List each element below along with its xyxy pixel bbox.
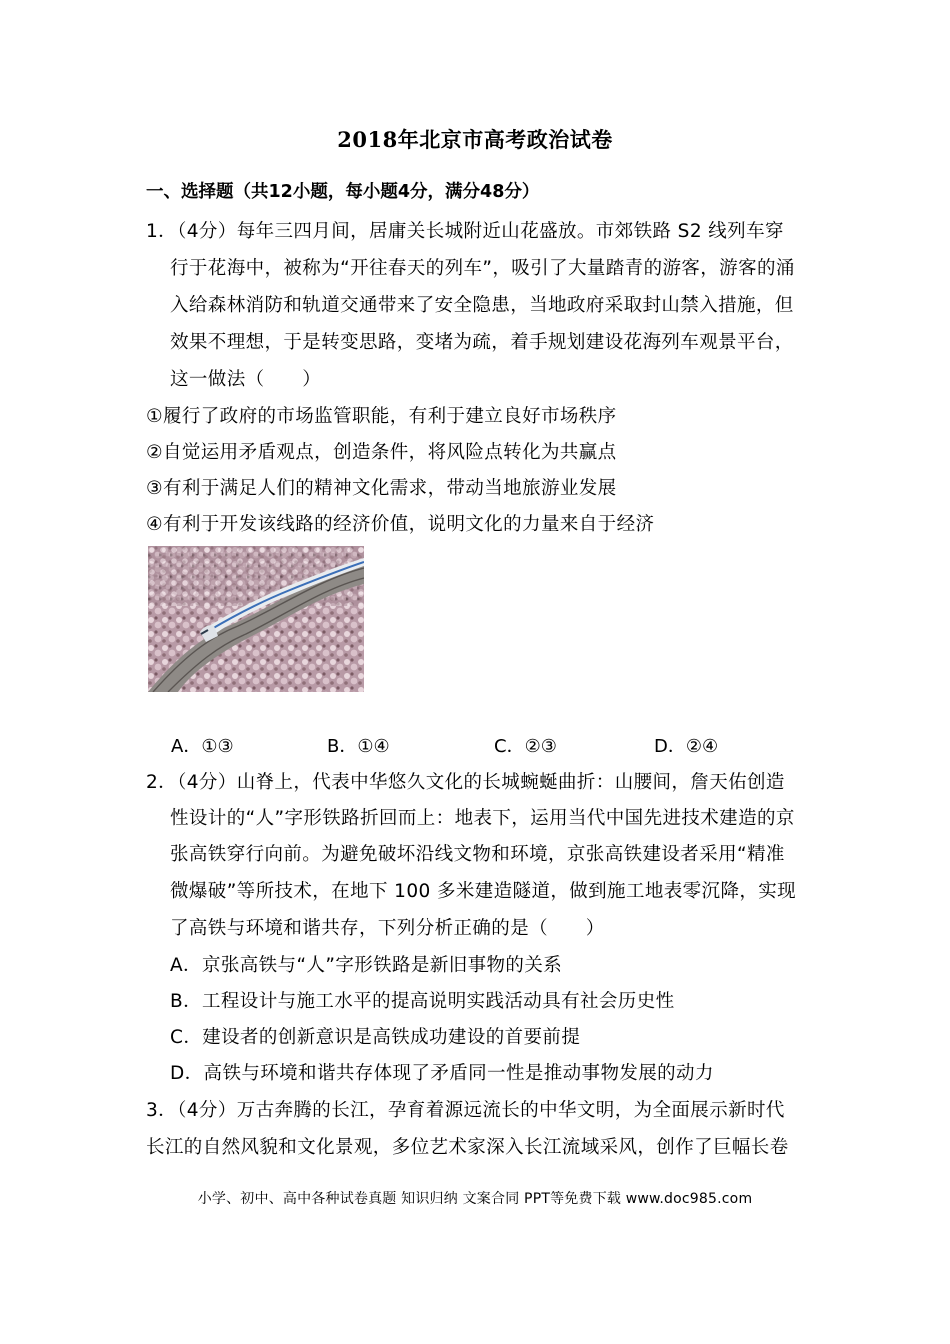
train-photo xyxy=(148,546,364,692)
q1-statement-4: ④有利于开发该线路的经济价值，说明文化的力量来自于经济 xyxy=(146,514,655,535)
page-title: 2018年北京市高考政治试卷 xyxy=(337,127,613,152)
q3-line-1: 3．（4分）万古奔腾的长江，孕育着源远流长的中华文明，为全面展示新时代 xyxy=(146,1100,785,1121)
q1-line-2: 行于花海中，被称为“开往春天的列车”，吸引了大量踏青的游客，游客的涌 xyxy=(170,258,795,279)
q2-line-3: 张高铁穿行向前。为避免破坏沿线文物和环境，京张高铁建设者采用“精准 xyxy=(170,844,785,865)
q3-line-2: 长江的自然风貌和文化景观，多位艺术家深入长江流域采风，创作了巨幅长卷 xyxy=(146,1137,789,1158)
q2-option-b: B．工程设计与施工水平的提高说明实践活动具有社会历史性 xyxy=(170,991,675,1012)
q2-line-2: 性设计的“人”字形铁路折回而上：地表下，运用当代中国先进技术建造的京 xyxy=(170,808,795,829)
q1-statement-1: ①履行了政府的市场监管职能，有利于建立良好市场秩序 xyxy=(146,406,617,427)
q2-line-1: 2．（4分）山脊上，代表中华悠久文化的长城蜿蜒曲折：山腰间，詹天佑创造 xyxy=(146,772,785,793)
q1-option-c: C．②③ xyxy=(494,736,557,757)
q2-option-a: A．京张高铁与“人”字形铁路是新旧事物的关系 xyxy=(170,955,563,976)
q1-line-1: 1．（4分）每年三四月间，居庸关长城附近山花盛放。市郊铁路 S2 线列车穿 xyxy=(146,221,784,242)
q2-line-4: 微爆破”等所技术，在地下 100 多米建造隧道，做到施工地表零沉降，实现 xyxy=(170,881,797,902)
q1-line-4: 效果不理想，于是转变思路，变堵为疏，着手规划建设花海列车观景平台， xyxy=(170,332,794,353)
q1-line-3: 入给森林消防和轨道交通带来了安全隐患，当地政府采取封山禁入措施，但 xyxy=(170,295,794,316)
q1-option-a: A．①③ xyxy=(171,736,234,757)
q2-line-5: 了高铁与环境和谐共存，下列分析正确的是（ ） xyxy=(170,918,605,939)
page-footer: 小学、初中、高中各种试卷真题 知识归纳 文案合同 PPT等免费下载 www.doc985.com xyxy=(197,1191,753,1207)
q2-option-d: D．高铁与环境和谐共存体现了矛盾同一性是推动事物发展的动力 xyxy=(170,1063,714,1084)
q1-line-5: 这一做法（ ） xyxy=(170,369,322,390)
section-heading: 一、选择题（共12小题，每小题4分，满分48分） xyxy=(146,182,540,202)
q2-option-c: C．建设者的创新意识是高铁成功建设的首要前提 xyxy=(170,1027,581,1048)
q1-option-b: B．①④ xyxy=(327,736,390,757)
q1-statement-3: ③有利于满足人们的精神文化需求，带动当地旅游业发展 xyxy=(146,478,617,499)
q1-option-d: D．②④ xyxy=(654,736,719,757)
q1-statement-2: ②自觉运用矛盾观点，创造条件，将风险点转化为共赢点 xyxy=(146,442,617,463)
